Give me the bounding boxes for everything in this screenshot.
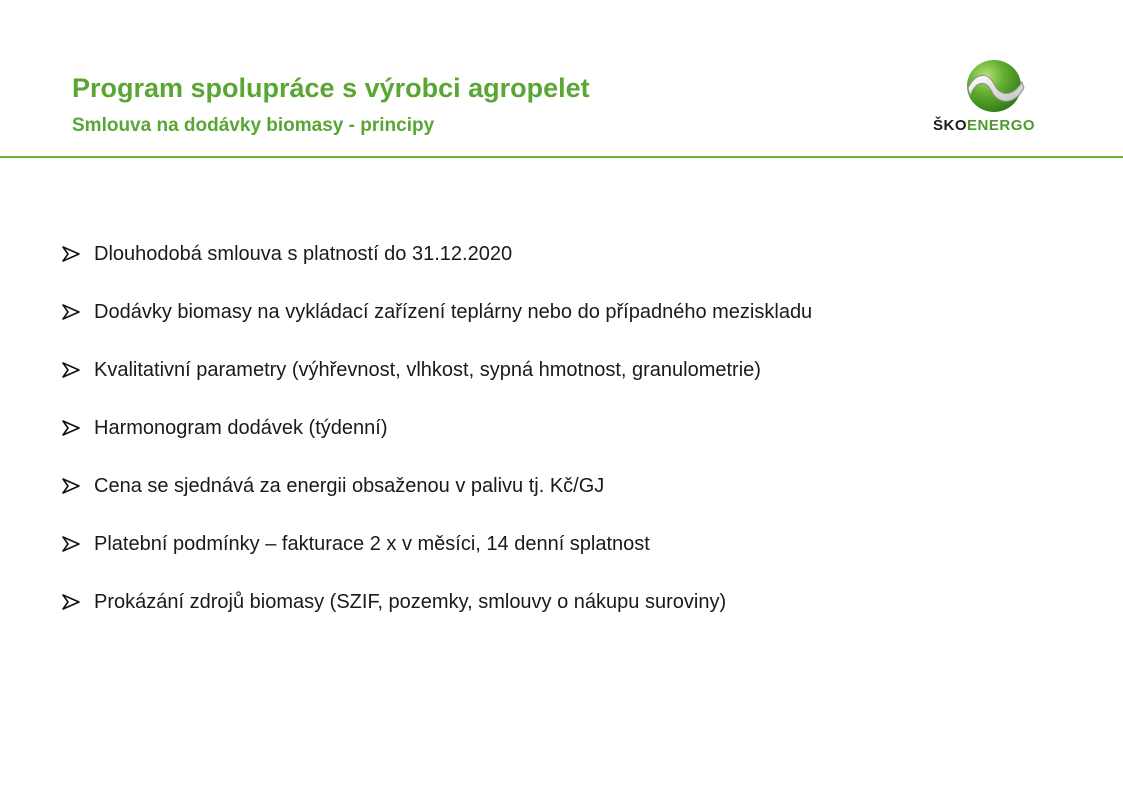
arrow-bullet-icon xyxy=(62,536,80,552)
arrow-bullet-icon xyxy=(62,420,80,436)
bullet-text: Dodávky biomasy na vykládací zařízení teplárny nebo do případného meziskladu xyxy=(94,301,813,323)
bullet-text: Kvalitativní parametry (výhřevnost, vlhkost, sypná hmotnost, granulometrie) xyxy=(94,359,761,381)
logo-text-part1: ŠKO xyxy=(933,117,968,134)
bullet-text: Dlouhodobá smlouva s platností do 31.12.2020 xyxy=(94,243,513,265)
arrow-bullet-icon xyxy=(62,478,80,494)
logo-wordmark xyxy=(933,117,1057,135)
bullet-text: Harmonogram dodávek (týdenní) xyxy=(94,417,388,439)
logo-text-part2: ENERGO xyxy=(967,117,1036,134)
bullet-text: Prokázání zdrojů biomasy (SZIF, pozemky, smlouvy o nákupu suroviny) xyxy=(94,591,727,613)
header-divider xyxy=(0,156,1123,158)
arrow-bullet-icon xyxy=(62,304,80,320)
arrow-bullet-icon xyxy=(62,594,80,610)
arrow-bullet-icon xyxy=(62,246,80,262)
skoenergo-logo xyxy=(928,54,1058,138)
bullet-text: Platební podmínky – fakturace 2 x v měsíci, 14 denní splatnost xyxy=(94,533,650,555)
skoenergo-swoosh-icon xyxy=(962,58,1026,114)
slide-title: Program spolupráce s výrobci agropelet xyxy=(72,73,590,103)
slide-subtitle: Smlouva na dodávky biomasy - principy xyxy=(72,115,435,136)
arrow-bullet-icon xyxy=(62,362,80,378)
bullet-text: Cena se sjednává za energii obsaženou v palivu tj. Kč/GJ xyxy=(94,475,605,497)
